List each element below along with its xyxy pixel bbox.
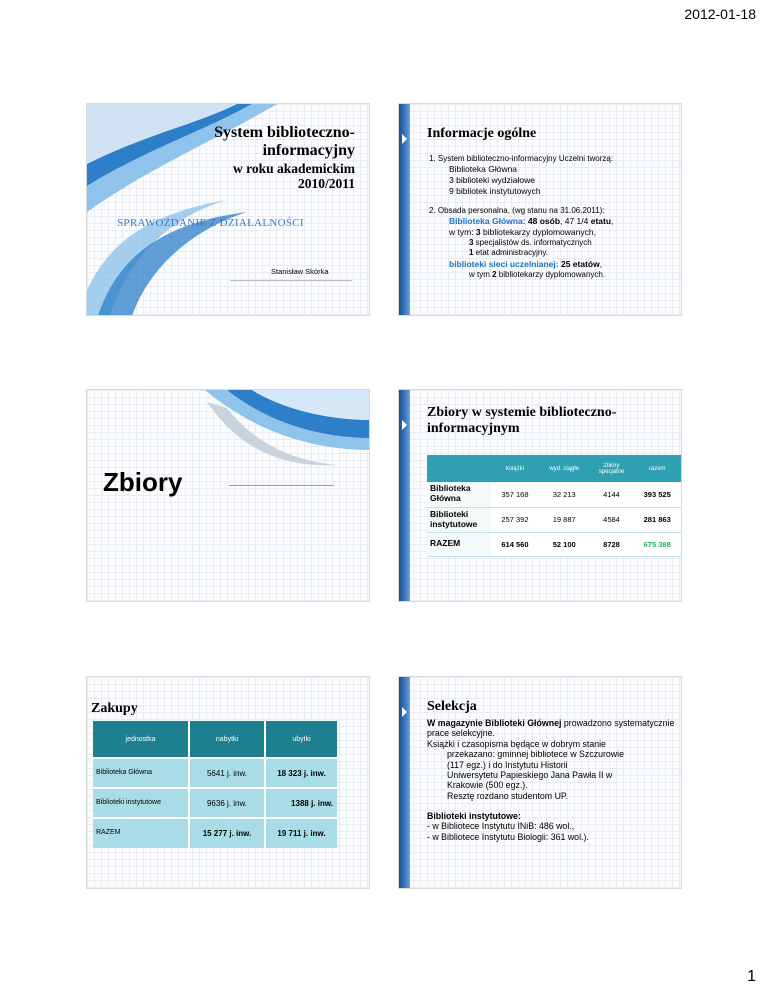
wtym-num: 3 [475,226,481,237]
table-row [93,758,337,788]
page-number: 1 [747,968,756,985]
list-item [429,206,613,281]
table-cell: 8728 [590,532,634,556]
slide5-title: Zakupy [91,701,138,716]
header-cell: wyd. ciągłe [539,455,590,482]
item2-text: 2. Obsada personalna, (wg stanu na 31.06.2011): [429,205,605,215]
row-label: Biblioteki instytutowe [93,788,189,818]
p3-line: - w Bibliotece Instytutu INiB: 486 wol., [427,821,575,832]
p2-line: Krakowie (500 egz.). [447,780,528,791]
p3-heading [427,811,679,821]
table-cell: 19 711 j. inw. [265,818,337,848]
slide6-title: Selekcja [427,699,477,714]
slide-general-info[interactable] [398,103,682,316]
item1-sub: 9 bibliotek instytutowych [449,186,541,197]
adm-num: 1 [469,248,474,258]
p2-line: (117 egz.) i do Instytutu Historii [447,759,568,770]
table-cell: 1388 j. inw. [265,788,337,818]
p3-line: - w Bibliotece Instytutu Biologii: 361 wol.). [427,831,589,842]
table-cell: 281 863 [633,507,681,532]
header-cell: zbiory specjalne [590,455,634,482]
slide1-subtitle: SPRAWOZDANIE Z DZIAŁALNOŚCI [117,217,304,229]
bg-staff-detail [429,227,613,238]
bg-staff-detail [429,238,613,248]
table-cell: 5641 j. inw. [189,758,265,788]
net-post: , [599,258,603,269]
p3-bold: Biblioteki instytutowe: [427,811,521,821]
bg-persons: 48 osób [527,215,561,226]
table-row [427,482,681,507]
table-cell: 4584 [590,507,634,532]
table-row [93,788,337,818]
paragraph [427,718,679,739]
slide-purchases[interactable] [86,676,370,889]
spec-text: specjalistów ds. informatycznych [473,238,592,248]
net-value: 25 etatów [560,258,600,269]
slide2-title: Informacje ogólne [427,126,537,141]
spec-num: 3 [469,238,474,248]
grand-total-cell: 675 388 [633,532,681,556]
purchases-table [93,721,337,848]
info-list [429,154,613,288]
header-cell-empty [427,455,491,482]
row-label: RAZEM [93,818,189,848]
slide-side-bar [399,390,410,601]
title-line1: Zbiory w systemie biblioteczno- [427,405,617,420]
item1-sub: Biblioteka Główna [449,164,518,175]
slide4-title [427,405,616,437]
collections-table [427,455,681,557]
header-date: 2012-01-18 [684,6,756,22]
net-sub-num: 2 [492,269,497,279]
table-cell: 614 560 [491,532,539,556]
table-total-row [93,818,337,848]
table-cell: 9636 j. inw. [189,788,265,818]
table-cell: 393 525 [633,482,681,507]
wtym-pre: w tym: [449,226,476,237]
table-header-row [427,455,681,482]
title-line1: System biblioteczno- [214,124,355,141]
p1-rest: prowadzono systematycznie prace selekcyjne. [427,718,675,739]
title-line2: informacyjnym [427,421,520,437]
title-line2: informacyjny [262,142,355,160]
section-title: Zbiory [103,467,183,497]
table-cell: 18 323 j. inw. [265,758,337,788]
slide-side-bar [399,104,410,315]
wtym-text: bibliotekarzy dyplomowanych, [480,226,596,237]
net-staff-line [429,259,613,270]
adm-text: etat administracyjny. [473,248,548,258]
table-cell: 357 168 [491,482,539,507]
table-header-row [93,721,337,758]
slide-title[interactable] [86,103,370,316]
bg-staff-line [429,216,613,227]
slide-side-bar [399,677,410,888]
net-label: biblioteki sieci uczelnianej: [449,258,559,269]
bg-etat: etatu [590,215,612,226]
net-sub-pre: w tym [469,269,493,279]
bg-staff-detail [429,248,613,258]
slide-selection[interactable] [398,676,682,889]
title-line4: 2010/2011 [297,176,355,192]
table-cell: 19 887 [539,507,590,532]
net-staff-detail [429,270,613,280]
p2-line: Książki i czasopisma będące w dobrym stanie [427,738,606,749]
table-cell: 52 100 [539,532,590,556]
slide1-author: Stanisław Skórka [271,267,329,276]
author-divider [230,280,352,281]
header-cell: razem [633,455,681,482]
row-label: Biblioteka Główna [427,482,491,507]
table-cell: 4144 [590,482,634,507]
table-cell: 32 213 [539,482,590,507]
item1-text: 1. System biblioteczno-informacyjny Uczelni tworzą: [429,154,614,163]
bg-label: Biblioteka Główna: [449,215,526,226]
header-cell: jednostka [93,721,189,758]
header-cell: nabytki [189,721,265,758]
title-line3: w roku akademickim [232,160,355,176]
selection-text [427,718,679,842]
net-sub-text: bibliotekarzy dyplomowanych. [496,269,606,279]
spacer [427,801,679,811]
p2-line: Uniwersytetu Papieskiego Jana Pawła II w [447,769,613,780]
bg-etat-pre: , 47 1/4 [560,215,591,226]
slide-collections-table[interactable] [398,389,682,602]
row-label: Biblioteki instytutowe [427,507,491,532]
table-cell: 15 277 j. inw. [189,818,265,848]
p1-bold: W magazynie Biblioteki Głównej [427,718,562,728]
row-label: Biblioteka Główna [93,758,189,788]
header-cell: ubytki [265,721,337,758]
table-row [427,507,681,532]
bg-etat-post: , [611,215,614,226]
slide1-title [214,124,355,192]
item1-sub: 3 biblioteki wydziałowe [449,175,535,186]
table-total-row [427,532,681,556]
slide-section-zbiory[interactable] [86,389,370,602]
header-cell: książki [491,455,539,482]
row-label: RAZEM [427,532,491,556]
section-divider [229,485,334,486]
list-item [429,154,613,198]
table-cell: 257 392 [491,507,539,532]
p2-line: przekazano: gminnej bibliotece w Szczurowie [447,749,625,760]
p2-line: Resztę rozdano studentom UP. [447,790,569,801]
